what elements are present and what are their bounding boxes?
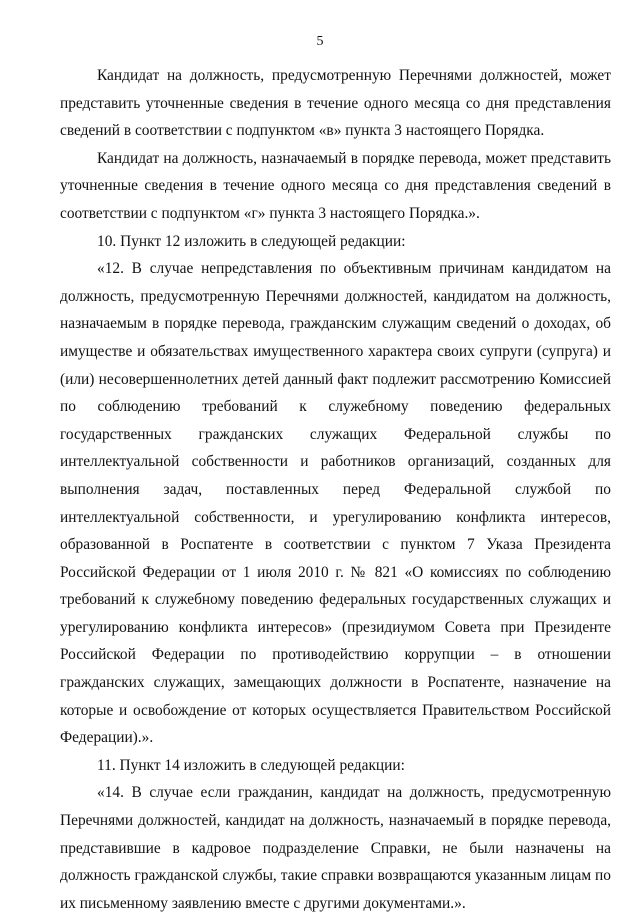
paragraph-item-10-heading: 10. Пункт 12 изложить в следующей редакции: bbox=[97, 232, 406, 250]
paragraph-item-14-text: «14. В случае если гражданин, кандидат на должность, предусмотренную Перечнями должностей, кандидат на должность, назначаемый в порядке перевода, представившие в кадровое подразделение Справки, не были назначены на должность гражданской службы, такие справки возвращаются указанным лицам по их письменному заявлению вместе с другими документами.». bbox=[60, 784, 611, 912]
document-body bbox=[60, 62, 611, 917]
page-number: 5 bbox=[316, 34, 324, 49]
paragraph-item-12-text: «12. В случае непредставления по объективным причинам кандидатом на должность, предусмотренную Перечнями должностей, кандидатом на должность, назначаемым в порядке перевода, гражданским служащим сведений о доходах, об имуществе и обязательствах имущественного характера своих супруги (супруга) и (или) несовершеннолетних детей данный факт подлежит рассмотрению Комиссией по соблюдению требований к служебному поведению федеральных государственных гражданских служащих Федеральной службы по интеллектуальной собственности и работников организаций, созданных для выполнения задач, поставленных перед Федеральной службой по интеллектуальной собственности, и урегулированию конфликта интересов, образованной в Роспатенте в соответствии с пунктом 7 Указа Президента Российской Федерации от 1 июля 2010 г. № 821 «О комиссиях по соблюдению требований к служебному поведению федеральных государственных служащих и урегулированию конфликта интересов» (президиумом Совета при Президенте Российской Федерации по противодействию коррупции – в отношении гражданских служащих, замещающих должности в Роспатенте, назначение на которые и освобождение от которых осуществляется Правительством Российской Федерации).». bbox=[60, 260, 611, 747]
paragraph-candidate-list-positions: Кандидат на должность, предусмотренную Перечнями должностей, может представить уточненные сведения в течение одного месяца со дня представления сведений в соответствии с подпунктом «в» пункта 3 настоящего Порядка. bbox=[60, 67, 611, 140]
paragraph-item-11-heading: 11. Пункт 14 изложить в следующей редакции: bbox=[97, 756, 405, 774]
paragraph-candidate-transfer: Кандидат на должность, назначаемый в порядке перевода, может представить уточненные сведения в течение одного месяца со дня представления сведений в соответствии с подпунктом «г» пункта 3 настоящего Порядка.». bbox=[60, 149, 611, 222]
